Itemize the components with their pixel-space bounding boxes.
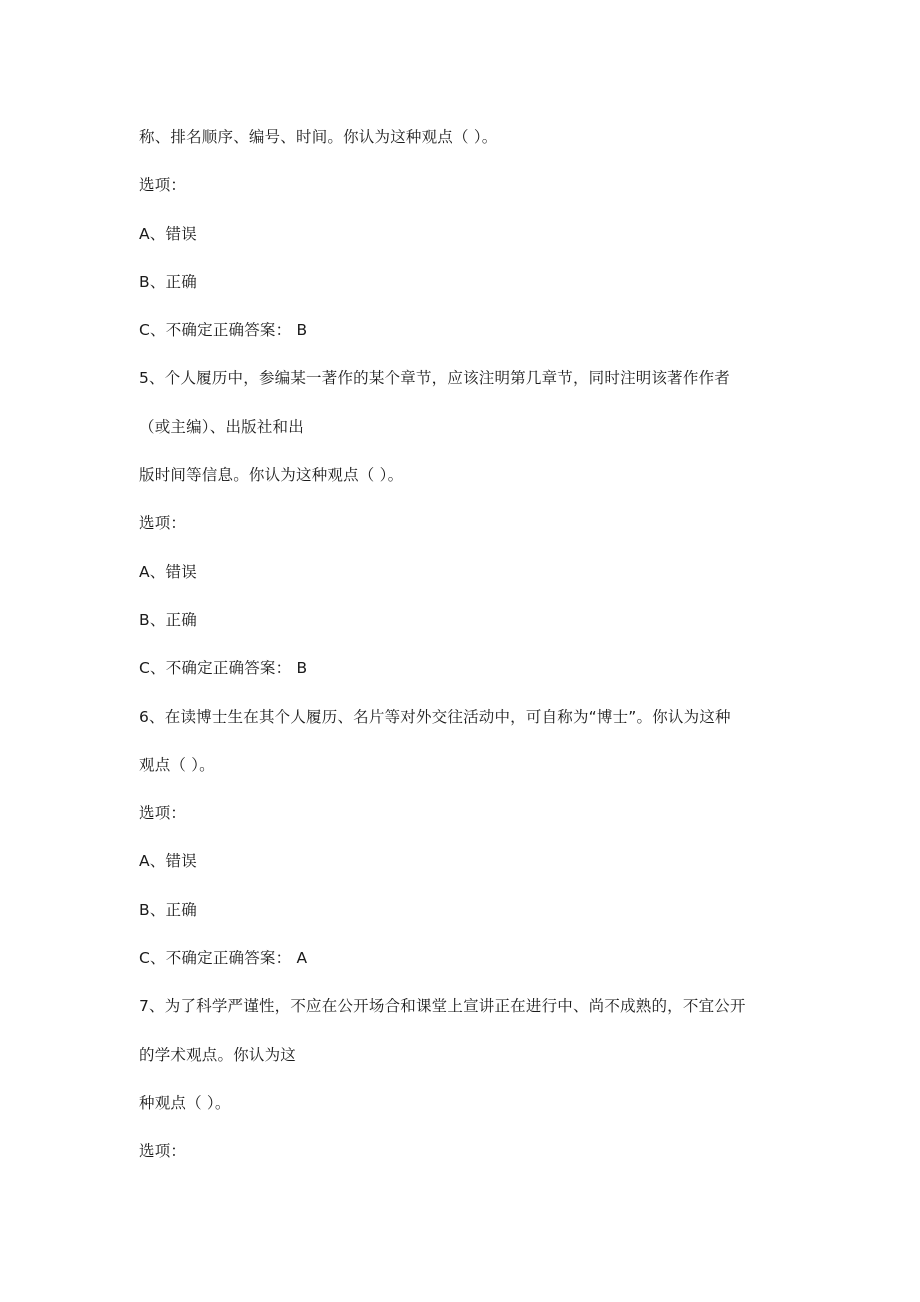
q7-text-line-1: 7、为了科学严谨性，不应在公开场合和课堂上宣讲正在进行中、尚不成熟的，不宜公开 <box>139 997 746 1016</box>
q6-text-line-2: 观点（ ）。 <box>139 755 215 774</box>
q4-option-b: B、正确 <box>139 272 197 291</box>
q5-options-label: 选项： <box>139 514 187 533</box>
q5-option-c-answer: C、不确定正确答案： B <box>139 659 308 678</box>
q4-options-label: 选项： <box>139 176 187 195</box>
q7-text-line-3: 种观点（ ）。 <box>139 1093 231 1112</box>
q5-text-line-2: （或主编）、出版社和出 <box>139 417 304 436</box>
q7-text-line-2: 的学术观点。你认为这 <box>139 1045 297 1064</box>
q7-options-label: 选项： <box>139 1142 187 1161</box>
q5-text-line-1: 5、个人履历中，参编某一著作的某个章节，应该注明第几章节，同时注明该著作作者 <box>139 369 730 388</box>
q6-option-b: B、正确 <box>139 900 197 919</box>
q6-text-line-1: 6、在读博士生在其个人履历、名片等对外交往活动中，可自称为“博士”。你认为这种 <box>139 707 731 726</box>
q5-text-line-3: 版时间等信息。你认为这种观点（ ）。 <box>139 466 404 485</box>
q4-text-continued: 称、排名顺序、编号、时间。你认为这种观点（ ）。 <box>139 128 498 146</box>
q4-option-c-answer: C、不确定正确答案： B <box>139 321 308 340</box>
q5-option-b: B、正确 <box>139 610 197 629</box>
q4-option-a: A、错误 <box>139 224 197 243</box>
q6-options-label: 选项： <box>139 804 187 823</box>
document-page <box>139 117 799 1180</box>
q5-option-a: A、错误 <box>139 562 197 581</box>
q6-option-a: A、错误 <box>139 852 197 871</box>
q6-option-c-answer: C、不确定正确答案： A <box>139 949 308 968</box>
